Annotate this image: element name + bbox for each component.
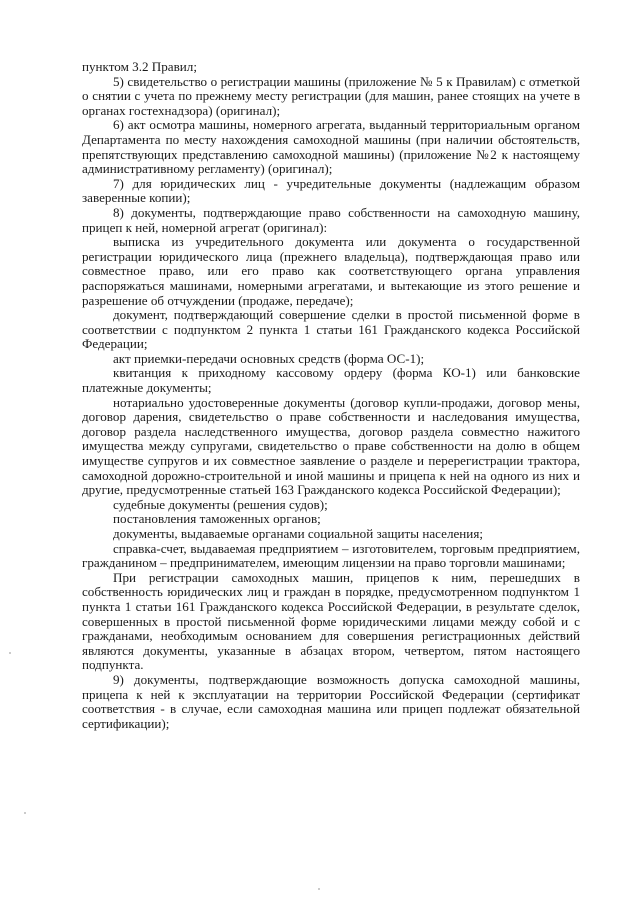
scan-artifact xyxy=(318,888,320,890)
paragraph-extract: выписка из учредительного документа или документа о государственной регистрации юридического лица (прежнего владельца), подтверждающая право или совместное право, или его право как соответствующего органа управления распоряжаться машинами, номерными агрегатами, и вытекающие из этого решение и разрешение об отчуждении (продаже, передаче); xyxy=(82,234,580,308)
paragraph-item-9: 9) документы, подтверждающие возможность допуска самоходной машины, прицепа к ней к эксплуатации на территории Российской Федерации (сертификат соответствия - в случае, если самоходная машина или прицеп подлежат обязательной сертификации); xyxy=(82,671,580,731)
paragraph-continuation: пунктом 3.2 Правил; xyxy=(82,59,197,74)
paragraph-receipt: квитанция к приходному кассовому ордеру (форма КО-1) или банковские платежные документы; xyxy=(82,365,580,396)
paragraph-deal-document: документ, подтверждающий совершение сделки в простой письменной форме в соответствии с подпунктом 2 пункта 1 статьи 161 Гражданского кодекса Российской Федерации; xyxy=(82,307,580,352)
paragraph-notarial-documents: нотариально удостоверенные документы (договор купли-продажи, договор мены, договор дарения, свидетельство о праве собственности и наследования имущества, договор раздела наследственного имущества, договор раздела совместно нажитого имущества между супругами, свидетельство о праве собственности на долю в общем имуществе супругов и их совместное заявление о разделе и перерегистрации трактора, самоходной дорожно-строительной и иной машины и прицепа к ней на одного из них и другие, предусмотренные статьей 163 Гражданского кодекса Российской Федерации); xyxy=(82,394,580,498)
paragraph-item-5: 5) свидетельство о регистрации машины (приложение № 5 к Правилам) с отметкой о снятии с учета по прежнему месту регистрации (для машин, ранее стоящих на учете в органах гостехнадзора) (оригинал); xyxy=(82,73,580,118)
paragraph-item-8: 8) документы, подтверждающие право собственности на самоходную машину, прицеп к ней, номерной агрегат (оригинал): xyxy=(82,204,580,235)
paragraph-court-documents: судебные документы (решения судов); xyxy=(113,496,328,512)
paragraph-social-protection: документы, выдаваемые органами социальной защиты населения; xyxy=(113,526,483,541)
paragraph-item-7: 7) для юридических лиц - учредительные документы (надлежащим образом заверенные копии); xyxy=(82,175,580,206)
paragraph-item-6: 6) акт осмотра машины, номерного агрегата, выданный территориальным органом Департамента по месту нахождения самоходной машины (при наличии обстоятельств, препятствующих представлению самоходной машины) (приложение №2 к настоящему административному регламенту) (оригинал); xyxy=(82,117,580,177)
paragraph-customs: постановления таможенных органов; xyxy=(113,511,321,527)
paragraph-invoice: справка-счет, выдаваемая предприятием – изготовителем, торговым предприятием, гражданином – предпринимателем, имеющим лицензии на право торговли машинами; xyxy=(82,540,580,571)
paragraph-registration-note: При регистрации самоходных машин, прицепов к ним, перешедших в собственность юридических лиц и граждан в порядке, предусмотренном подпунктом 1 пункта 1 статьи 161 Гражданского кодекса Российской Федерации, в результате сделок, совершенных в простой письменной форме юридическими лицами между собой и с гражданами, необходимым основанием для совершения регистрационных действий являются документы, указанные в абзацах втором, четвертом, пятом настоящего подпункта. xyxy=(82,569,580,673)
paragraph-acceptance-act: акт приемки-передачи основных средств (форма ОС-1); xyxy=(113,350,425,366)
scan-artifact xyxy=(24,812,26,814)
scan-artifact xyxy=(9,652,11,654)
